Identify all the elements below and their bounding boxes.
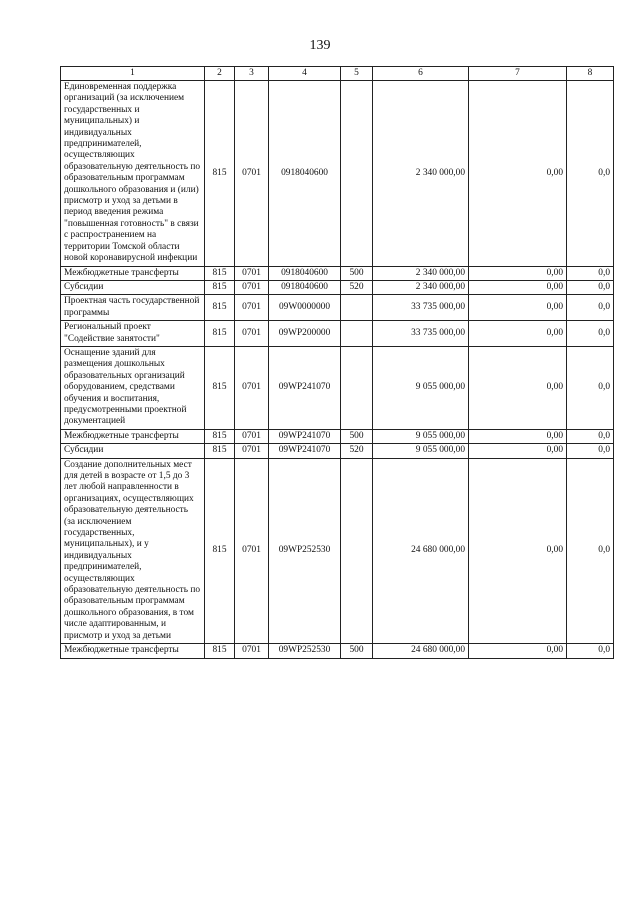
expense-type-code: 500: [341, 266, 373, 280]
col8-value: 0,0: [567, 444, 614, 458]
target-article-code: 09WP241070: [269, 346, 341, 429]
col7-value: 0,00: [469, 444, 567, 458]
header-cell: 5: [341, 67, 373, 81]
header-cell: 6: [373, 67, 469, 81]
amount-value: 2 340 000,00: [373, 280, 469, 294]
table-row: [61, 81, 614, 267]
col7-value: 0,00: [469, 644, 567, 658]
section-code: 0701: [235, 346, 269, 429]
header-cell: 8: [567, 67, 614, 81]
expense-type-code: [341, 346, 373, 429]
amount-value: 33 735 000,00: [373, 295, 469, 321]
row-name: Оснащение зданий для размещения дошкольных образовательных организаций оборудованием, средствами обучения и воспитания, предусмотренными проектной документацией: [61, 346, 205, 429]
col8-value: 0,0: [567, 644, 614, 658]
col7-value: 0,00: [469, 81, 567, 267]
table-row: [61, 295, 614, 321]
section-code: 0701: [235, 458, 269, 644]
target-article-code: 09WP241070: [269, 444, 341, 458]
target-article-code: 09WP252530: [269, 458, 341, 644]
col7-value: 0,00: [469, 346, 567, 429]
col8-value: 0,0: [567, 346, 614, 429]
amount-value: 9 055 000,00: [373, 346, 469, 429]
ved-code: 815: [205, 295, 235, 321]
amount-value: 33 735 000,00: [373, 321, 469, 347]
expense-type-code: 500: [341, 429, 373, 443]
target-article-code: 0918040600: [269, 266, 341, 280]
expense-type-code: [341, 81, 373, 267]
expense-type-code: 520: [341, 444, 373, 458]
col8-value: 0,0: [567, 81, 614, 267]
expense-type-code: [341, 458, 373, 644]
table-row: [61, 444, 614, 458]
row-name: Межбюджетные трансферты: [61, 429, 205, 443]
ved-code: 815: [205, 81, 235, 267]
col8-value: 0,0: [567, 429, 614, 443]
row-name: Субсидии: [61, 444, 205, 458]
row-name: Создание дополнительных мест для детей в возрасте от 1,5 до 3 лет любой направленности в организациях, осуществляющих образовательную деятельность (за исключением государственных, муниципальных), и у индивидуальных предпринимателей, осуществляющих образовательную деятельность по образовательным программам дошкольного образования, в том числе адаптированным, и присмотр и уход за детьми: [61, 458, 205, 644]
expense-type-code: [341, 295, 373, 321]
ved-code: 815: [205, 280, 235, 294]
header-row: [61, 67, 614, 81]
ved-code: 815: [205, 429, 235, 443]
expense-type-code: 500: [341, 644, 373, 658]
table-row: [61, 346, 614, 429]
section-code: 0701: [235, 321, 269, 347]
row-name: Субсидии: [61, 280, 205, 294]
col8-value: 0,0: [567, 280, 614, 294]
table-row: [61, 458, 614, 644]
section-code: 0701: [235, 429, 269, 443]
row-name: Единовременная поддержка организаций (за исключением государственных и муниципальных) и индивидуальных предпринимателей, осуществляющих образовательную деятельность по образовательным программам дошкольного образования и (или) присмотр и уход за детьми в период введения режима "повышенная готовность" в связи с распространением на территории Томской области новой коронавирусной инфекции: [61, 81, 205, 267]
amount-value: 9 055 000,00: [373, 444, 469, 458]
ved-code: 815: [205, 444, 235, 458]
table-row: [61, 266, 614, 280]
section-code: 0701: [235, 644, 269, 658]
amount-value: 2 340 000,00: [373, 81, 469, 267]
header-cell: 3: [235, 67, 269, 81]
table-row: [61, 644, 614, 658]
ved-code: 815: [205, 458, 235, 644]
row-name: Межбюджетные трансферты: [61, 644, 205, 658]
section-code: 0701: [235, 81, 269, 267]
amount-value: 24 680 000,00: [373, 458, 469, 644]
header-cell: 4: [269, 67, 341, 81]
target-article-code: 09WP252530: [269, 644, 341, 658]
col7-value: 0,00: [469, 295, 567, 321]
table-row: [61, 280, 614, 294]
target-article-code: 0918040600: [269, 280, 341, 294]
ved-code: 815: [205, 266, 235, 280]
col8-value: 0,0: [567, 321, 614, 347]
col7-value: 0,00: [469, 458, 567, 644]
col7-value: 0,00: [469, 429, 567, 443]
col8-value: 0,0: [567, 458, 614, 644]
target-article-code: 09WP241070: [269, 429, 341, 443]
col7-value: 0,00: [469, 321, 567, 347]
target-article-code: 09W0000000: [269, 295, 341, 321]
table-row: [61, 321, 614, 347]
amount-value: 24 680 000,00: [373, 644, 469, 658]
ved-code: 815: [205, 644, 235, 658]
header-cell: 7: [469, 67, 567, 81]
section-code: 0701: [235, 444, 269, 458]
target-article-code: 0918040600: [269, 81, 341, 267]
expense-type-code: 520: [341, 280, 373, 294]
amount-value: 9 055 000,00: [373, 429, 469, 443]
amount-value: 2 340 000,00: [373, 266, 469, 280]
header-cell: 2: [205, 67, 235, 81]
section-code: 0701: [235, 295, 269, 321]
row-name: Региональный проект "Содействие занятости": [61, 321, 205, 347]
section-code: 0701: [235, 266, 269, 280]
row-name: Межбюджетные трансферты: [61, 266, 205, 280]
page-number: 139: [309, 38, 331, 53]
col7-value: 0,00: [469, 280, 567, 294]
header-cell: 1: [61, 67, 205, 81]
ved-code: 815: [205, 346, 235, 429]
budget-table: [60, 66, 614, 659]
expense-type-code: [341, 321, 373, 347]
col8-value: 0,0: [567, 295, 614, 321]
col8-value: 0,0: [567, 266, 614, 280]
col7-value: 0,00: [469, 266, 567, 280]
table-row: [61, 429, 614, 443]
row-name: Проектная часть государственной программы: [61, 295, 205, 321]
ved-code: 815: [205, 321, 235, 347]
section-code: 0701: [235, 280, 269, 294]
target-article-code: 09WP200000: [269, 321, 341, 347]
